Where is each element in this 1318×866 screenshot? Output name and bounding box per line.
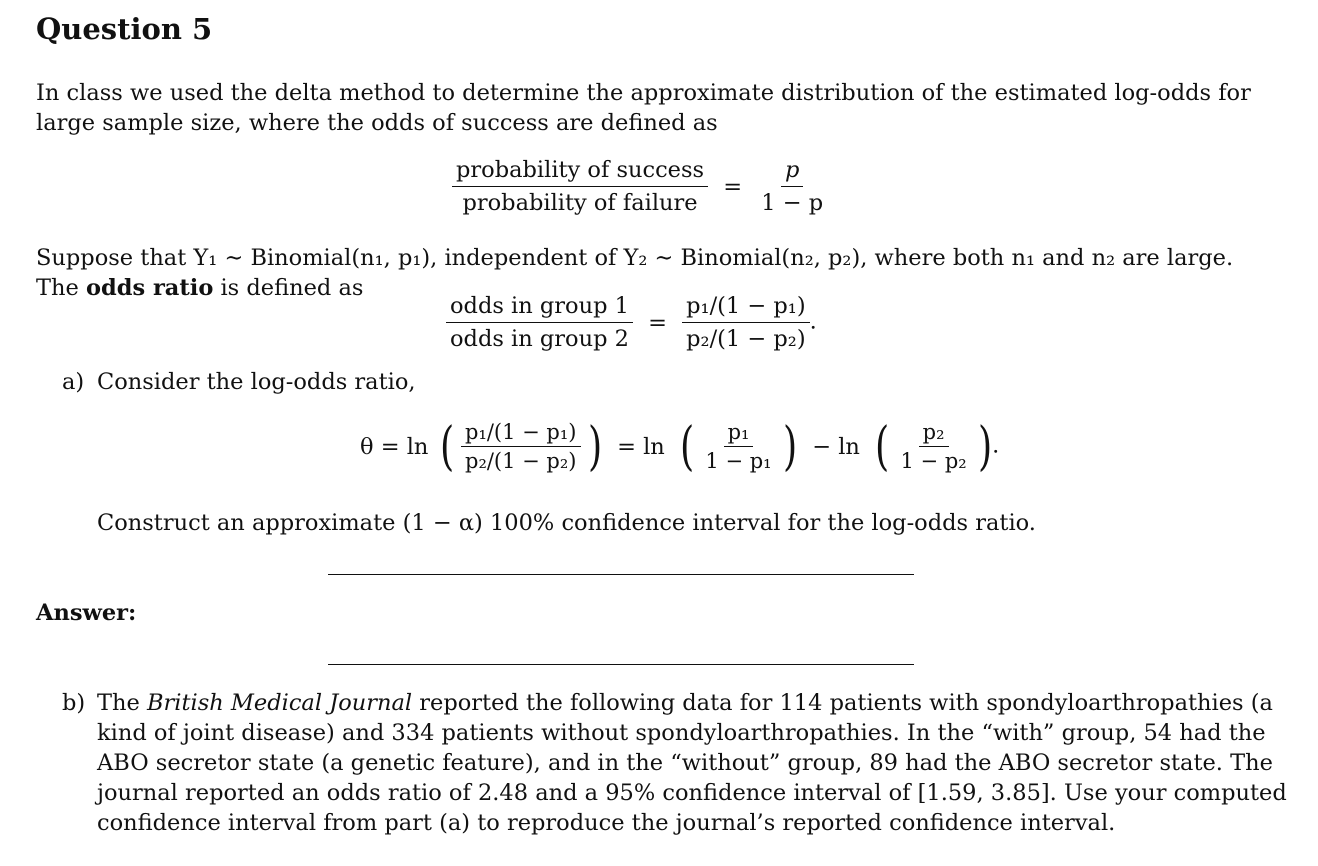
right-paren: ): [587, 416, 602, 477]
part-b-line-5: confidence interval from part (a) to reproduce the journal’s reported confidence interval.: [97, 810, 1116, 836]
setup-line-1: Suppose that Y₁ ∼ Binomial(n₁, p₁), independent of Y₂ ∼ Binomial(n₂, p₂), where both n₁ and n₂ are large.: [36, 245, 1234, 271]
equals-ln: = ln: [617, 433, 665, 460]
group-odds-fraction: [446, 292, 633, 353]
odds-p-fraction: [757, 156, 827, 217]
part-b-line-3: ABO secretor state (a genetic feature), and in the “without” group, 89 had the ABO secretor state. The: [97, 750, 1273, 776]
odds-ratio-term: odds ratio: [85, 275, 214, 301]
odds-definition-equation: [452, 156, 827, 217]
theta-fraction: [461, 420, 581, 473]
odds-fraction: [452, 156, 708, 217]
group-odds-numerator: odds in group 1: [446, 292, 633, 323]
odds-p-numerator: p: [781, 156, 803, 187]
part-b-paragraph: [97, 688, 1287, 838]
intro-line-1: In class we used the delta method to determine the approximate distribution of the estimated log-odds for: [36, 80, 1251, 106]
equals-sign: =: [648, 309, 667, 336]
group1-logit-fraction: [701, 420, 775, 473]
log-odds-ratio-equation: [360, 416, 1000, 477]
journal-name: British Medical Journal: [146, 690, 413, 716]
right-paren: ): [977, 416, 993, 477]
group2-logit-fraction: [897, 420, 971, 473]
p-ratio-denominator: p₂/(1 − p₂): [686, 326, 806, 352]
group-odds-denominator: odds in group 2: [450, 326, 629, 352]
part-a-label: a): [62, 369, 85, 395]
equals-sign: =: [723, 173, 743, 200]
part-b-line-1: The British Medical Journal reported the following data for 114 patients with spondyloarthropathies (a: [97, 690, 1273, 716]
intro-line-2: large sample size, where the odds of success are defined as: [36, 110, 718, 136]
odds-p-denominator: 1 − p: [761, 190, 824, 216]
theta-numerator: p₁/(1 − p₁): [461, 420, 581, 447]
period: .: [992, 432, 1000, 459]
group2-logit-numerator: p₂: [919, 420, 949, 447]
group1-logit-numerator: p₁: [724, 420, 754, 447]
answer-line-bottom: [328, 664, 914, 665]
group1-logit-denominator: 1 − p₁: [705, 449, 772, 473]
question-title: Question 5: [36, 12, 213, 46]
odds-denominator: probability of failure: [462, 190, 698, 216]
part-a-text: Consider the log-odds ratio,: [97, 369, 416, 395]
intro-paragraph: [36, 78, 1251, 138]
theta-denominator: p₂/(1 − p₂): [465, 449, 577, 473]
answer-label: Answer:: [36, 600, 137, 626]
group2-logit-denominator: 1 − p₂: [900, 449, 967, 473]
theta-lhs: θ = ln: [360, 433, 429, 460]
odds-numerator: probability of success: [452, 156, 708, 187]
part-b-line-2: kind of joint disease) and 334 patients without spondyloarthropathies. In the “with” group, 54 had the: [97, 720, 1266, 746]
minus-ln: − ln: [812, 433, 860, 460]
part-b-label: b): [62, 690, 86, 716]
part-a-instruction: Construct an approximate (1 − α) 100% confidence interval for the log-odds ratio.: [97, 510, 1036, 536]
odds-ratio-equation: [446, 292, 817, 353]
p-ratio-numerator: p₁/(1 − p₁): [682, 292, 809, 323]
p-ratio-fraction: [682, 292, 809, 353]
left-paren: (: [680, 416, 695, 477]
setup-line-2: The odds ratio is defined as: [36, 275, 364, 301]
period: .: [809, 308, 817, 335]
part-b-line-4: journal reported an odds ratio of 2.48 and a 95% confidence interval of [1.59, 3.85]. Use your computed: [97, 780, 1287, 806]
left-paren: (: [875, 416, 890, 477]
right-paren: ): [782, 416, 798, 477]
left-paren: (: [439, 416, 454, 477]
answer-line-top: [328, 574, 914, 575]
